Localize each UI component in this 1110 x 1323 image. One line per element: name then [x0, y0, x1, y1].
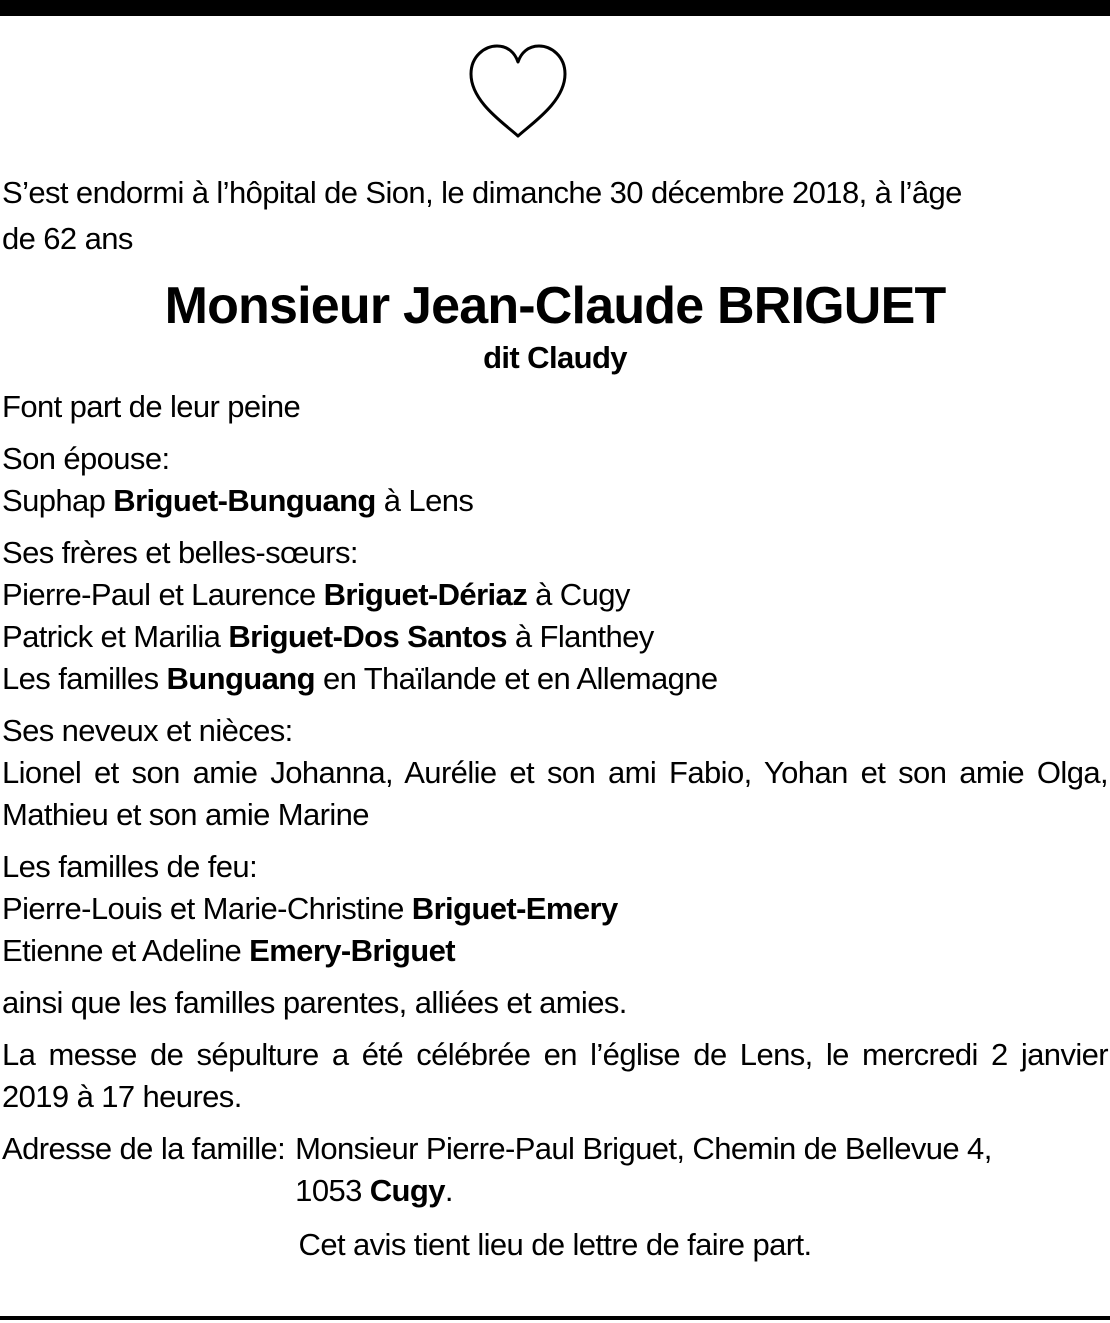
top-divider — [0, 0, 1110, 16]
sibling-first: Patrick et Marilia — [2, 619, 221, 654]
spouse-heading: Son épouse: — [2, 441, 170, 476]
sibling-surname: Briguet-Dériaz — [323, 577, 528, 612]
closing-note: Cet avis tient lieu de lettre de faire part. — [298, 1227, 812, 1262]
nephews-block — [2, 710, 1108, 836]
deceased-nickname: dit Claudy — [483, 340, 627, 375]
sibling-surname: Bunguang — [166, 661, 315, 696]
sibling-first: Pierre-Paul et Laurence — [2, 577, 316, 612]
relatives-line: ainsi que les familles parentes, alliées et amies. — [2, 985, 627, 1020]
late-family-first: Etienne et Adeline — [2, 933, 242, 968]
sibling-place: à Cugy — [535, 577, 630, 612]
siblings-block — [2, 532, 1108, 700]
spouse-surname: Briguet-Bunguang — [113, 483, 376, 518]
late-families-heading: Les familles de feu: — [2, 849, 258, 884]
address-town: Cugy — [369, 1173, 445, 1208]
bottom-divider — [0, 1316, 1110, 1320]
intro-text — [2, 170, 1108, 262]
intro-line-1: S’est endormi à l’hôpital de Sion, le dimanche 30 décembre 2018, à l’âge — [2, 175, 962, 210]
intro-line-2: de 62 ans — [2, 221, 133, 256]
sibling-place: à Flanthey — [514, 619, 654, 654]
late-family-surname: Emery-Briguet — [249, 933, 455, 968]
notice-body — [2, 170, 1108, 1266]
late-families-block — [2, 846, 1108, 972]
mass-info: La messe de sépulture a été célébrée en l’église de Lens, le mercredi 2 janvier 2019 à 17 heures. — [2, 1037, 1108, 1114]
spouse-block — [2, 438, 1108, 522]
spouse-place: à Lens — [383, 483, 474, 518]
heart-icon — [465, 40, 571, 144]
sibling-surname: Briguet-Dos Santos — [228, 619, 507, 654]
siblings-heading: Ses frères et belles-sœurs: — [2, 535, 358, 570]
address-line: Monsieur Pierre-Paul Briguet, Chemin de Bellevue 4, — [295, 1131, 992, 1166]
announcement: Font part de leur peine — [2, 389, 301, 424]
nephews-text: Lionel et son amie Johanna, Aurélie et son ami Fabio, Yohan et son amie Olga, Mathieu et son amie Marine — [2, 755, 1108, 832]
nephews-heading: Ses neveux et nièces: — [2, 713, 293, 748]
address-postcode: 1053 — [295, 1173, 362, 1208]
sibling-first: Les familles — [2, 661, 159, 696]
late-family-surname: Briguet-Emery — [411, 891, 618, 926]
address-label: Adresse de la famille: — [2, 1131, 286, 1166]
address-body — [295, 1128, 1108, 1212]
sibling-place: en Thaïlande et en Allemagne — [322, 661, 718, 696]
address-end: . — [444, 1173, 453, 1208]
late-family-first: Pierre-Louis et Marie-Christine — [2, 891, 404, 926]
spouse-first: Suphap — [2, 483, 106, 518]
deceased-name: Monsieur Jean-Claude BRIGUET — [164, 277, 946, 335]
family-address — [2, 1128, 1108, 1212]
